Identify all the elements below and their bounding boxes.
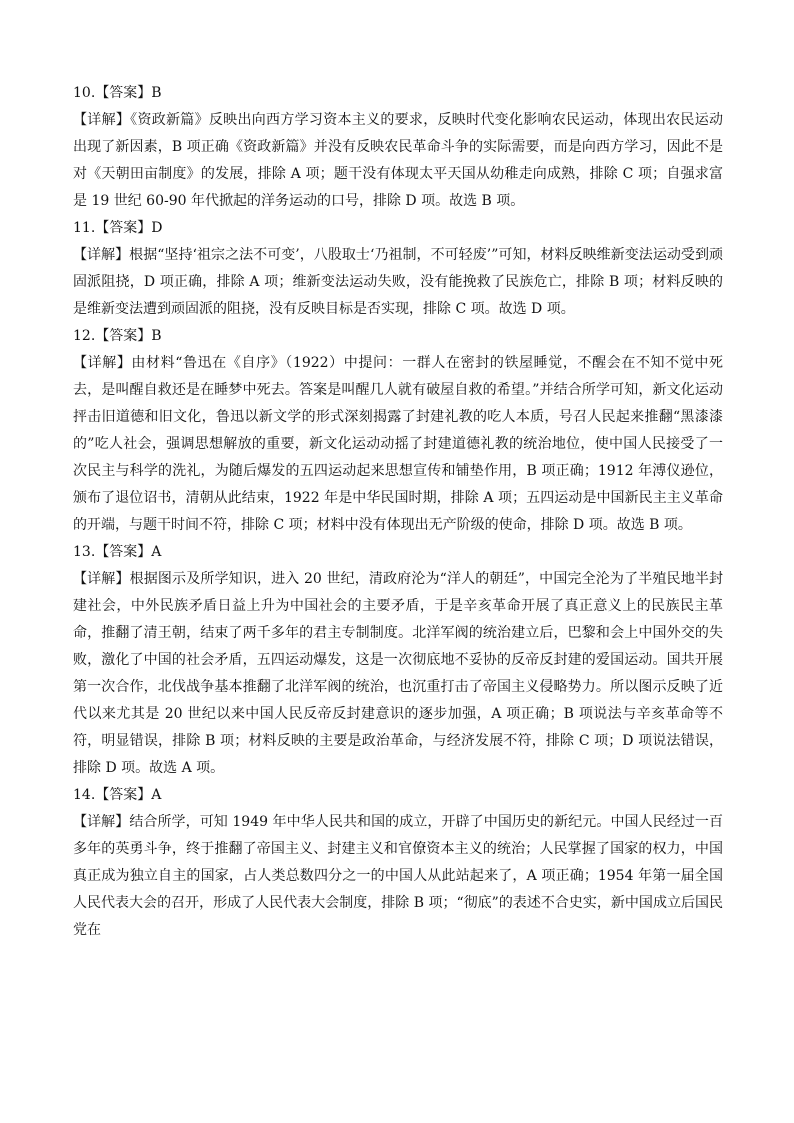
question-13 bbox=[73, 539, 723, 782]
question-14 bbox=[73, 782, 723, 944]
question-12 bbox=[73, 323, 723, 539]
answer-explanation: 【详解】《资政新篇》反映出向西方学习资本主义的要求，反映时代变化影响农民运动，体现出农民运动出现了新因素，B 项正确《资政新篇》并没有反映农民革命斗争的实际需要，而是向西方学习，因此不是对《天朝田亩制度》的发展，排除 A 项；题干没有体现太平天国从幼稚走向成熟，排除 C 项；自强求富是 19 世纪 60-90 年代掀起的洋务运动的口号，排除 D 项。故选 B 项。 bbox=[73, 112, 723, 209]
answer-explanation: 【详解】由材料“鲁迅在《自序》（1922）中提问：一群人在密封的铁屋睡觉，不醒会在不知不觉中死去，是叫醒自救还是在睡梦中死去。答案是叫醒几人就有破屋自救的希望。”并结合所学可知，新文化运动抨击旧道德和旧文化，鲁迅以新文学的形式深刻揭露了封建礼教的吃人本质，号召人民起来推翻“黑漆漆的”吃人社会，强调思想解放的重要，新文化运动动摇了封建道德礼教的统治地位，使中国人民接受了一次民主与科学的洗礼，为随后爆发的五四运动起来思想宣传和铺垫作用，B 项正确；1912 年溥仪逊位，颁布了退位诏书，清朝从此结束，1922 年是中华民国时期，排除 A 项；五四运动是中国新民主主义革命的开端，与题干时间不符，排除 C 项；材料中没有体现出无产阶级的使命，排除 D 项。故选 B 项。 bbox=[73, 355, 723, 533]
answer-heading: 10.【答案】B bbox=[73, 85, 162, 101]
question-11 bbox=[73, 215, 723, 323]
answer-heading: 13.【答案】A bbox=[73, 544, 162, 560]
answer-heading: 11.【答案】D bbox=[73, 220, 163, 236]
answer-explanation: 【详解】结合所学，可知 1949 年中华人民共和国的成立，开辟了中国历史的新纪元。中国人民经过一百多年的英勇斗争，终于推翻了帝国主义、封建主义和官僚资本主义的统治；人民掌握了国家的权力，中国真正成为独立自主的国家，占人类总数四分之一的中国人从此站起来了，A 项正确；1954 年第一届全国人民代表大会的召开，形成了人民代表大会制度，排除 B 项；“彻底”的表述不合史实，新中国成立后国民党在 bbox=[73, 814, 723, 938]
answer-heading: 12.【答案】B bbox=[73, 328, 162, 344]
answer-explanation: 【详解】根据“坚持‘祖宗之法不可变’，八股取士‘乃祖制，不可轻废’”可知，材料反映维新变法运动受到顽固派阻挠，D 项正确，排除 A 项；维新变法运动失败，没有能挽救了民族危亡，排除 B 项；材料反映的是维新变法遭到顽固派的阻挠，没有反映目标是否实现，排除 C 项。故选 D 项。 bbox=[73, 247, 723, 317]
answer-explanation: 【详解】根据图示及所学知识，进入 20 世纪，清政府沦为“洋人的朝廷”，中国完全沦为了半殖民地半封建社会，中外民族矛盾日益上升为中国社会的主要矛盾，于是辛亥革命开展了真正意义上的民族民主革命，推翻了清王朝，结束了两千多年的君主专制制度。北洋军阀的统治建立后，巴黎和会上中国外交的失败，激化了中国的社会矛盾，五四运动爆发，这是一次彻底地不妥协的反帝反封建的爱国运动。国共开展第一次合作，北伐战争基本推翻了北洋军阀的统治，也沉重打击了帝国主义侵略势力。所以图示反映了近代以来尤其是 20 世纪以来中国人民反帝反封建意识的逐步加强，A 项正确；B 项说法与辛亥革命等不符，明显错误，排除 B 项；材料反映的主要是政治革命，与经济发展不符，排除 C 项；D 项说法错误，排除 D 项。故选 A 项。 bbox=[73, 571, 723, 776]
answer-heading: 14.【答案】A bbox=[73, 787, 162, 803]
question-10 bbox=[73, 80, 723, 215]
answer-document bbox=[73, 80, 723, 944]
